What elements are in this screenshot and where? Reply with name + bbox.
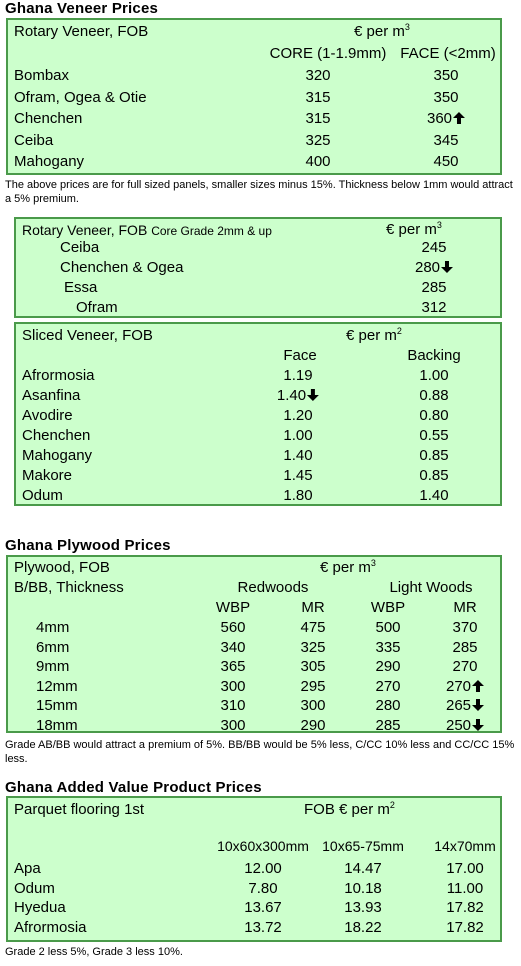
- veneer-col-core: CORE (1-1.9mm): [269, 45, 387, 62]
- veneer-species: Ofram, Ogea & Otie: [14, 88, 147, 106]
- rotary-core-row: [16, 238, 500, 258]
- plywood-thickness: 9mm: [36, 658, 70, 675]
- added-unit: FOB € per $m^2$: [304, 800, 395, 818]
- sliced-col-face: Face: [283, 347, 317, 364]
- veneer-face-price: 360: [427, 109, 465, 129]
- sliced-species: Asanfina: [22, 387, 81, 404]
- plywood-thickness: 15mm: [36, 697, 78, 714]
- veneer-row: [8, 66, 500, 86]
- rotary-core-price: 280: [415, 258, 453, 278]
- plywood-price: 475: [300, 619, 326, 636]
- added-col-header: 10x65-75mm: [322, 838, 404, 854]
- rotary-core-species: Essa: [64, 279, 98, 296]
- plywood-price: 300: [220, 677, 246, 695]
- plywood-price: 280: [375, 697, 401, 714]
- sliced-row: [16, 426, 500, 446]
- veneer-core-price: 315: [305, 110, 331, 127]
- plywood-price: 290: [300, 716, 326, 734]
- rotary-core-panel: [14, 217, 502, 318]
- plywood-price: 285: [452, 638, 478, 656]
- plywood-col-header: WBP: [215, 599, 251, 616]
- veneer-panel: [6, 18, 502, 175]
- rotary-core-row: [16, 258, 500, 278]
- plywood-price: 290: [375, 658, 401, 675]
- rotary-core-species: Ofram: [76, 299, 118, 316]
- added-price: 11.00: [446, 879, 484, 897]
- plywood-price: 305: [300, 658, 326, 675]
- sliced-face-price: 1.00: [283, 427, 313, 444]
- sliced-backing-price: 0.88: [419, 387, 449, 404]
- added-row: [8, 918, 500, 938]
- plywood-heading: Ghana Plywood Prices: [5, 537, 171, 554]
- rotary-core-species: Ceiba: [60, 239, 100, 256]
- sliced-unit: € per $m^2$: [346, 326, 402, 344]
- plywood-row: [8, 618, 500, 638]
- added-price: 14.47: [344, 860, 382, 877]
- plywood-thickness: 6mm: [36, 638, 70, 656]
- plywood-price: 270: [446, 677, 484, 697]
- added-note: Grade 2 less 5%, Grade 3 less 10%.: [5, 946, 183, 958]
- plywood-price: 300: [220, 716, 246, 734]
- added-row: [8, 879, 500, 899]
- added-price: 17.82: [446, 899, 484, 916]
- plywood-row: [8, 657, 500, 677]
- added-col-header: 10x60x300mm: [217, 838, 309, 854]
- plywood-thickness: 12mm: [36, 677, 78, 695]
- veneer-col-face: FACE (<2mm): [400, 45, 496, 62]
- plywood-price: 310: [220, 697, 246, 714]
- arrow-down-icon: [441, 261, 453, 273]
- veneer-species: Mahogany: [14, 153, 85, 170]
- sliced-backing-price: 0.85: [419, 467, 449, 484]
- veneer-face-price: 350: [433, 67, 459, 84]
- sliced-face-price: 1.40: [283, 447, 313, 464]
- sliced-row: [16, 486, 500, 506]
- sliced-face-price: 1.20: [283, 407, 313, 424]
- plywood-price: 500: [375, 619, 401, 636]
- added-row: [8, 859, 500, 879]
- plywood-price: 270: [375, 677, 401, 695]
- plywood-price: 340: [220, 638, 246, 656]
- plywood-col-header: MR: [453, 599, 477, 616]
- rotary-core-species: Chenchen & Ogea: [60, 259, 184, 276]
- added-col-header: 14x70mm: [434, 838, 496, 854]
- sliced-row: [16, 406, 500, 426]
- plywood-col-header: MR: [301, 599, 325, 616]
- plywood-col-header: WBP: [370, 599, 406, 616]
- sliced-species: Chenchen: [22, 427, 91, 444]
- sliced-backing-price: 0.85: [419, 447, 449, 464]
- plywood-thickness: 18mm: [36, 716, 78, 734]
- added-price: 17.00: [446, 860, 484, 877]
- veneer-row: [8, 88, 500, 108]
- plywood-panel: [6, 555, 502, 733]
- rotary-core-row: [16, 298, 500, 318]
- added-species: Hyedua: [14, 899, 66, 916]
- arrow-down-icon: [472, 719, 484, 731]
- veneer-core-price: 400: [305, 153, 331, 170]
- plywood-price: 295: [300, 677, 326, 695]
- added-species: Odum: [14, 879, 55, 897]
- added-price: 13.67: [244, 899, 282, 916]
- added-heading: Ghana Added Value Product Prices: [5, 779, 262, 796]
- sliced-backing-price: 0.55: [419, 427, 449, 444]
- veneer-face-price: 350: [433, 88, 459, 106]
- plywood-price: 325: [300, 638, 326, 656]
- rotary-core-price: 285: [421, 279, 447, 296]
- sliced-species: Afrormosia: [22, 367, 95, 384]
- veneer-title: Rotary Veneer, FOB: [14, 23, 149, 40]
- sliced-face-price: 1.19: [283, 367, 313, 384]
- sliced-row: [16, 446, 500, 466]
- sliced-backing-price: 0.80: [419, 407, 449, 424]
- plywood-price: 335: [375, 638, 401, 656]
- veneer-species: Chenchen: [14, 110, 83, 127]
- arrow-down-icon: [307, 389, 319, 401]
- added-panel: [6, 796, 502, 942]
- arrow-up-icon: [472, 680, 484, 692]
- plywood-price: 370: [452, 619, 478, 636]
- veneer-note: The above prices are for full sized panels, smaller sizes minus 15%. Thickness below 1mm would attract a 5% premium.: [5, 179, 513, 205]
- added-species: Afrormosia: [14, 918, 87, 936]
- rotary-core-price: 245: [421, 239, 447, 256]
- sliced-species: Makore: [22, 467, 73, 484]
- veneer-face-price: 450: [433, 153, 459, 170]
- veneer-core-price: 315: [305, 88, 331, 106]
- sliced-species: Avodire: [22, 407, 73, 424]
- veneer-unit: € per $m^3$: [354, 22, 410, 40]
- sliced-panel: [14, 322, 502, 506]
- plywood-note: Grade AB/BB would attract a premium of 5%. BB/BB would be 5% less, C/CC 10% less and CC/CC 15% less.: [5, 739, 515, 765]
- plywood-price: 285: [375, 716, 401, 734]
- plywood-row: [8, 638, 500, 658]
- plywood-title: Plywood, FOB: [14, 559, 110, 576]
- veneer-row: [8, 152, 500, 172]
- veneer-core-price: 320: [305, 67, 331, 84]
- added-price: 7.80: [248, 879, 278, 897]
- added-species: Apa: [14, 860, 41, 877]
- plywood-row: [8, 716, 500, 736]
- sliced-face-price: 1.45: [283, 467, 313, 484]
- veneer-core-price: 325: [305, 131, 331, 149]
- rotary-core-title: Rotary Veneer, FOB Core Grade 2mm & up: [22, 222, 272, 238]
- sliced-face-price: 1.40: [277, 386, 319, 406]
- rotary-core-unit: € per $m^3$: [386, 220, 442, 238]
- plywood-price: 250: [446, 716, 484, 736]
- added-price: 12.00: [244, 860, 282, 877]
- arrow-up-icon: [453, 112, 465, 124]
- sliced-col-backing: Backing: [407, 347, 461, 364]
- added-price: 13.93: [344, 899, 382, 916]
- sliced-face-price: 1.80: [283, 487, 313, 504]
- plywood-unit: € per $m^3$: [320, 558, 376, 576]
- plywood-group-lightwoods: Light Woods: [389, 579, 473, 596]
- plywood-price: 365: [220, 658, 246, 675]
- sliced-backing-price: 1.00: [419, 367, 449, 384]
- plywood-row: [8, 696, 500, 716]
- plywood-thickness: 4mm: [36, 619, 70, 636]
- sliced-species: Odum: [22, 487, 63, 504]
- plywood-price: 300: [300, 697, 326, 714]
- sliced-title: Sliced Veneer, FOB: [22, 327, 153, 344]
- plywood-row: [8, 677, 500, 697]
- plywood-price: 560: [220, 619, 246, 636]
- added-price: 18.22: [344, 918, 382, 936]
- added-price: 17.82: [446, 918, 484, 936]
- veneer-heading: Ghana Veneer Prices: [5, 0, 159, 17]
- plywood-subtitle: B/BB, Thickness: [14, 579, 124, 596]
- added-price: 13.72: [244, 918, 282, 936]
- plywood-price: 265: [446, 696, 484, 716]
- sliced-row: [16, 366, 500, 386]
- rotary-core-row: [16, 278, 500, 298]
- added-row: [8, 898, 500, 918]
- sliced-backing-price: 1.40: [419, 487, 449, 504]
- veneer-row: [8, 131, 500, 151]
- rotary-core-price: 312: [421, 299, 447, 316]
- sliced-row: [16, 466, 500, 486]
- sliced-row: [16, 386, 500, 406]
- arrow-down-icon: [472, 699, 484, 711]
- veneer-face-price: 345: [433, 131, 459, 149]
- plywood-price: 270: [452, 658, 478, 675]
- veneer-species: Bombax: [14, 67, 70, 84]
- plywood-group-redwoods: Redwoods: [237, 579, 309, 596]
- veneer-row: [8, 109, 500, 129]
- added-price: 10.18: [344, 879, 382, 897]
- added-title: Parquet flooring 1st: [14, 801, 145, 818]
- sliced-species: Mahogany: [22, 447, 93, 464]
- veneer-species: Ceiba: [14, 131, 54, 149]
